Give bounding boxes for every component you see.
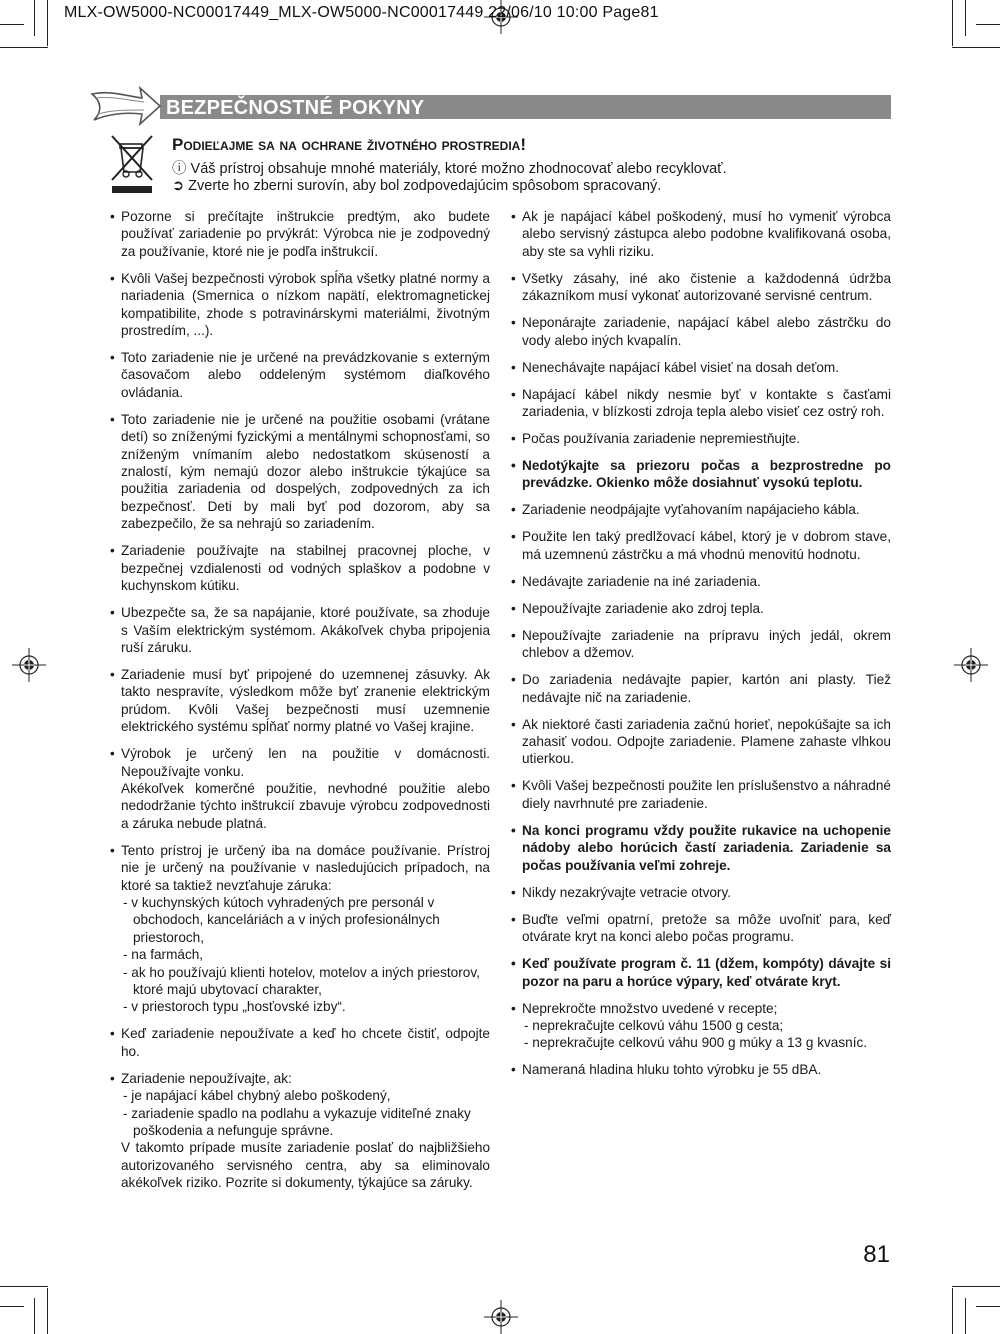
list-item: • Neponárajte zariadenie, napájací kábel alebo zástrčku do vody alebo iných kvapalín.: [511, 314, 891, 349]
list-item: • Pozorne si prečítajte inštrukcie predtým, ako budete používať zariadenie po prvýkrát: Výrobca nie je zodpovedný za používanie, ktoré nie je podľa inštrukcií.: [110, 208, 490, 260]
household-sub: - v kuchynských kútoch vyhradených pre personál v obchodoch, kanceláriách a v iných profesionálnych priestoroch,: [123, 894, 440, 945]
crop-mark-top-left-h2: [0, 24, 24, 25]
environment-line-collection: ➲ Zverte ho zberni surovín, aby bol zodpovedajúcim spôsobom spracovaný.: [172, 178, 662, 194]
arrow-logo-icon: [90, 84, 162, 128]
list-item-warning: • Keď používate program č. 11 (džem, kompóty) dávajte si pozor na paru a horúce výpary, keď otvárate kryt.: [511, 955, 891, 990]
list-item: • Zariadenie musí byť pripojené do uzemnenej zásuvky. Ak takto nespravíte, výsledkom môže byť zranenie elektrickým prúdom. Kvôli Vašej bezpečnosti musí uzemnenie elektrického systému spĺňať normy platné vo Vašej krajine.: [110, 666, 490, 736]
section-title: BEZPEČNOSTNÉ POKYNY: [166, 97, 425, 119]
recipe-sub: - neprekračujte celkovú váhu 900 g múky a 13 g kvasníc.: [524, 1035, 868, 1051]
do-not-use-sub: - je napájací kábel chybný alebo poškodený,: [123, 1088, 391, 1104]
household-sub: - na farmách,: [123, 947, 204, 963]
left-column: [110, 208, 490, 1201]
list-item-warning: • Nedotýkajte sa priezoru počas a bezprostredne po prevádzke. Okienko môže dosiahnuť vysokú teplotu.: [511, 457, 891, 492]
crop-mark-bottom-left-v2: [34, 1298, 35, 1334]
list-item: • Nepoužívajte zariadenie na prípravu iných jedál, okrem chlebov a džemov.: [511, 627, 891, 662]
domestic-line-1: • Výrobok je určený len na použitie v domácnosti. Nepoužívajte vonku.: [121, 746, 490, 779]
list-item: • Kvôli Vašej bezpečnosti použite len príslušenstvo a náhradné diely navrhnuté pre zariadenie.: [511, 777, 891, 812]
list-item: • Všetky zásahy, iné ako čistenie a každodenná údržba zákazníkom musí vykonať autorizované servisné centrum.: [511, 270, 891, 305]
list-item: • Počas používania zariadenie nepremiestňujte.: [511, 430, 891, 447]
list-item: • Ak niektoré časti zariadenia začnú horieť, nepokúšajte sa ich zahasiť vodou. Odpojte zariadenie. Plamene zahaste vlhkou utierkou.: [511, 716, 891, 768]
recipe-sub: - neprekračujte celkovú váhu 1500 g cesta;: [524, 1017, 784, 1033]
do-not-use-intro: • Zariadenie nepoužívajte, ak:: [121, 1070, 292, 1086]
crop-mark-top-left-v2: [34, 0, 35, 36]
list-item-warning: • Na konci programu vždy použite rukavice na uchopenie nádoby alebo horúcich častí zariadenia. Zariadenie sa počas používania veľmi zohreje.: [511, 822, 891, 874]
crop-mark-top-right-v: [952, 0, 953, 46]
registration-mark-icon: [484, 1300, 518, 1334]
environment-title-rest: odieľajme sa na ochrane životného prostredia!: [183, 135, 526, 154]
registration-mark-icon: [954, 648, 988, 682]
domestic-line-2: Akékoľvek komerčné použitie, nevhodné použitie alebo nedodržanie týchto inštrukcií zbavuje výrobcu zodpovednosti a záruka nebude platná.: [121, 780, 490, 831]
list-item: • Ak je napájací kábel poškodený, musí ho vymeniť výrobca alebo servisný zástupca alebo podobne kvalifikovaná osoba, aby ste sa vyhli riziku.: [511, 208, 891, 260]
recipe-intro: • Neprekročte množstvo uvedené v recepte;: [522, 1000, 778, 1016]
do-not-use-sub: - zariadenie spadlo na podlahu a vykazuje viditeľné znaky poškodenia a nefunguje správne.: [123, 1105, 471, 1139]
list-item: • Buďte veľmi opatrní, pretože sa môže uvoľniť para, keď otvárate kryt na konci alebo počas programu.: [511, 911, 891, 946]
registration-mark-icon: [12, 648, 46, 682]
list-item: • Kvôli Vašej bezpečnosti výrobok spĺňa všetky platné normy a nariadenia (Smernica o nízkom napätí, elektromagnetickej kompatibilite, zhode s potravinárskymi materiálmi, životným prostredím, ...).: [110, 270, 490, 340]
list-item: • Použite len taký predlžovací kábel, ktorý je v dobrom stave, má uzemnenú zástrčku a má vhodnú menovitú hodnotu.: [511, 528, 891, 563]
right-column: [511, 208, 891, 1088]
environment-title: [172, 135, 526, 155]
household-sub: - ak ho používajú klienti hotelov, motelov a iných priestorov, ktoré majú ubytovací charakter,: [123, 964, 480, 997]
list-item-domestic: [110, 745, 490, 832]
list-item: • Nepoužívajte zariadenie ako zdroj tepla.: [511, 600, 891, 617]
list-item: • Zariadenie používajte na stabilnej pracovnej ploche, v bezpečnej vzdialenosti od vodných splaškov a podobne v kuchynskom kútiku.: [110, 542, 490, 594]
list-item: • Do zariadenia nedávajte papier, kartón ani plasty. Tiež nedávajte nič na zariadenie.: [511, 671, 891, 706]
household-sub: - v priestoroch typu „hosťovské izby“.: [123, 999, 346, 1015]
list-item-cleaning: • Keď zariadenie nepoužívate a keď ho chcete čistiť, odpojte ho.: [110, 1025, 490, 1060]
list-item: • Toto zariadenie nie je určené na prevádzkovanie s externým časovačom alebo oddeleným systémom diaľkového ovládania.: [110, 349, 490, 401]
page-number: 81: [863, 1241, 890, 1268]
crop-mark-top-right-h2: [976, 24, 1000, 25]
crop-mark-top-right-v2: [965, 0, 966, 36]
crop-mark-bottom-left-h2: [0, 1306, 24, 1307]
environment-title-first: P: [172, 135, 184, 154]
environment-line-recycle: ⓘ Váš prístroj obsahuje mnohé materiály, ktoré možno zhodnocovať alebo recyklovať.: [172, 161, 727, 177]
list-item: • Toto zariadenie nie je určené na použitie osobami (vrátane detí) so zníženými fyzickými a mentálnymi schopnosťami, so zníženým vnímaním alebo nedostatkom skúseností a znalostí, kým nemajú dozor alebo inštrukcie týkajúce sa použitia zariadenia od dospelých, zodpovedných za ich bezpečnosť. Deti by mali byť pod dozorom, aby sa zabezpečilo, že sa nehrajú so zariadením.: [110, 411, 490, 533]
crossed-wheelie-bin-icon: [108, 132, 156, 196]
list-item-noise: • Nameraná hladina hluku tohto výrobku je 55 dBA.: [511, 1061, 891, 1078]
household-intro: • Tento prístroj je určený iba na domáce používanie. Prístroj nie je určený na používanie v nasledujúcich prípadoch, na ktoré sa taktiež nevzťahuje záruka:: [121, 842, 490, 893]
list-item-do-not-use: [110, 1070, 490, 1192]
list-item: • Zariadenie neodpájajte vyťahovaním napájacieho kábla.: [511, 501, 891, 518]
crop-mark-bottom-left-h: [0, 1286, 48, 1287]
crop-mark-bottom-right-v2: [965, 1298, 966, 1334]
crop-mark-top-right-h: [952, 47, 1000, 48]
list-item: • Nikdy nezakrývajte vetracie otvory.: [511, 884, 891, 901]
print-slug: MLX-OW5000-NC00017449_MLX-OW5000-NC00017449 22/06/10 10:00 Page81: [64, 4, 659, 21]
list-item-household: [110, 842, 490, 1016]
list-item: • Ubezpečte sa, že sa napájanie, ktoré používate, sa zhoduje s Vaším elektrickým systémom. Akákoľvek chyba pripojenia ruší záruku.: [110, 604, 490, 656]
crop-mark-top-left-v: [47, 0, 48, 46]
list-item: • Nedávajte zariadenie na iné zariadenia.: [511, 573, 891, 590]
crop-mark-bottom-left-v: [47, 1288, 48, 1334]
list-item-recipe: [511, 1000, 891, 1052]
do-not-use-outro: V takomto prípade musíte zariadenie poslať do najbližšieho autorizovaného servisného centra, aby sa eliminovalo akékoľvek riziko. Pozrite si dokumenty, týkajúce sa záruky.: [121, 1140, 490, 1191]
crop-mark-bottom-right-v: [952, 1288, 953, 1334]
list-item: • Napájací kábel nikdy nesmie byť v kontakte s časťami zariadenia, v blízkosti zdroja tepla alebo visieť cez ostrý roh.: [511, 386, 891, 421]
crop-mark-bottom-right-h2: [976, 1306, 1000, 1307]
list-item: • Nenechávajte napájací kábel visieť na dosah deťom.: [511, 359, 891, 376]
crop-mark-bottom-right-h: [952, 1286, 1000, 1287]
crop-mark-top-left-h: [0, 47, 48, 48]
